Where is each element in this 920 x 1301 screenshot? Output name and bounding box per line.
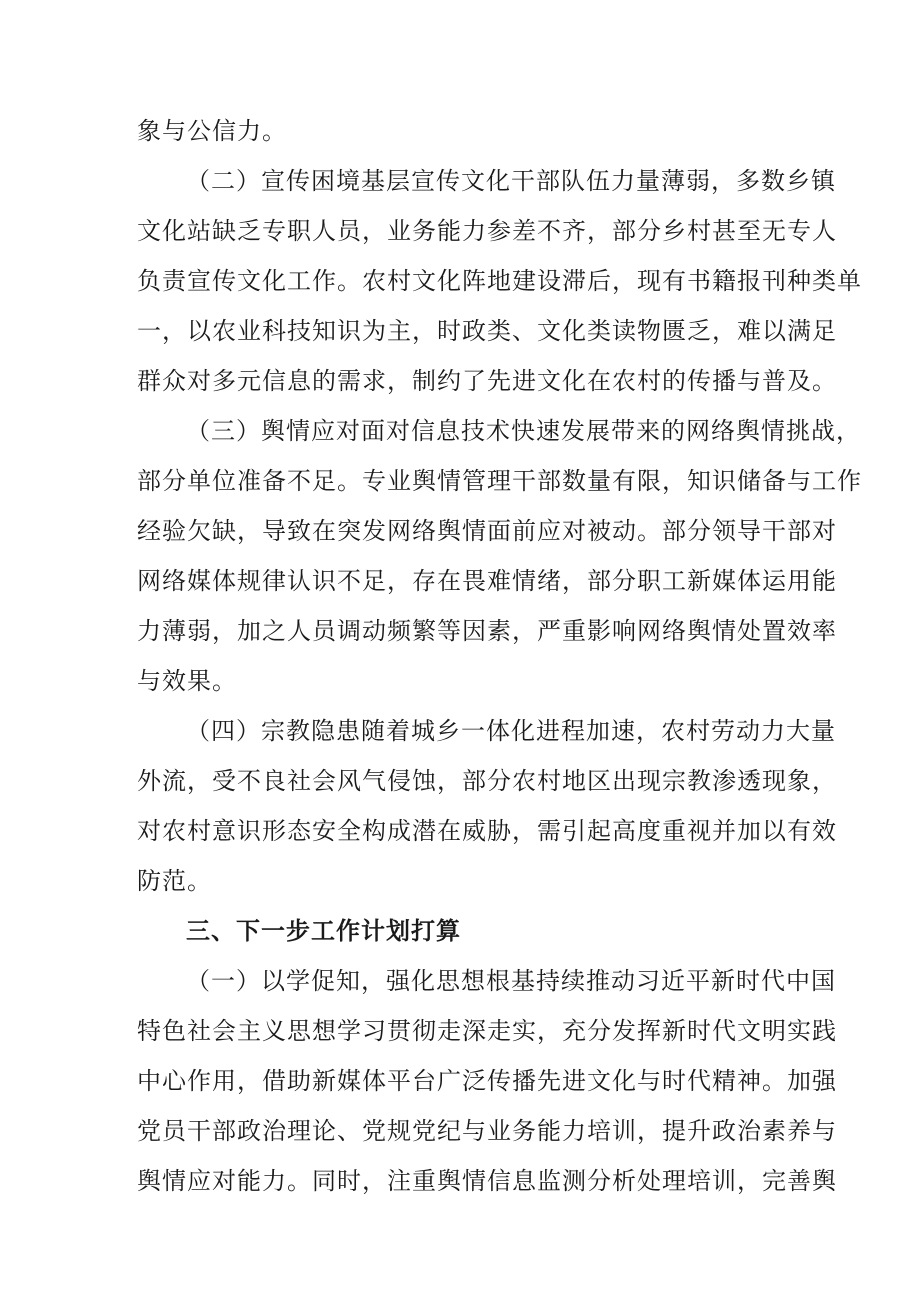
paragraph-line: 网络媒体规律认识不足，存在畏难情绪，部分职工新媒体运用能 [137,567,837,595]
paragraph-line: 特色社会主义思想学习贯彻走深走实，充分发挥新时代文明实践 [137,1017,837,1045]
paragraph-line: 外流，受不良社会风气侵蚀，部分农村地区出现宗教渗透现象， [137,767,837,795]
paragraph-line: 党员干部政治理论、党规党纪与业务能力培训，提升政治素养与 [137,1117,837,1145]
paragraph-line: 群众对多元信息的需求，制约了先进文化在农村的传播与普及。 [137,367,837,395]
paragraph-line: 中心作用，借助新媒体平台广泛传播先进文化与时代精神。加强 [137,1067,837,1095]
paragraph-line: 舆情应对能力。同时，注重舆情信息监测分析处理培训，完善舆 [137,1167,837,1195]
paragraph-line: 部分单位准备不足。专业舆情管理干部数量有限，知识储备与工作 [137,467,862,495]
paragraph-line: （三）舆情应对面对信息技术快速发展带来的网络舆情挑战， [186,417,861,445]
paragraph-line: 经验欠缺，导致在突发网络舆情面前应对被动。部分领导干部对 [137,517,837,545]
paragraph-line: （二）宣传困境基层宣传文化干部队伍力量薄弱，多数乡镇 [186,167,836,195]
paragraph-line: 象与公信力。 [137,117,287,145]
paragraph-line: 负责宣传文化工作。农村文化阵地建设滞后，现有书籍报刊种类单 [137,267,862,295]
paragraph-line: 对农村意识形态安全构成潜在威胁，需引起高度重视并加以有效 [137,817,837,845]
paragraph-line: 与效果。 [137,667,237,695]
paragraph-line: （四）宗教隐患随着城乡一体化进程加速，农村劳动力大量 [186,717,836,745]
paragraph-line: 一，以农业科技知识为主，时政类、文化类读物匮乏，难以满足 [137,317,837,345]
paragraph-line: 文化站缺乏专职人员，业务能力参差不齐，部分乡村甚至无专人 [137,217,837,245]
paragraph-line: （一）以学促知，强化思想根基持续推动习近平新时代中国 [186,967,836,995]
section-heading: 三、下一步工作计划打算 [186,917,461,945]
paragraph-line: 防范。 [137,867,212,895]
paragraph-line: 力薄弱，加之人员调动频繁等因素，严重影响网络舆情处置效率 [137,617,837,645]
